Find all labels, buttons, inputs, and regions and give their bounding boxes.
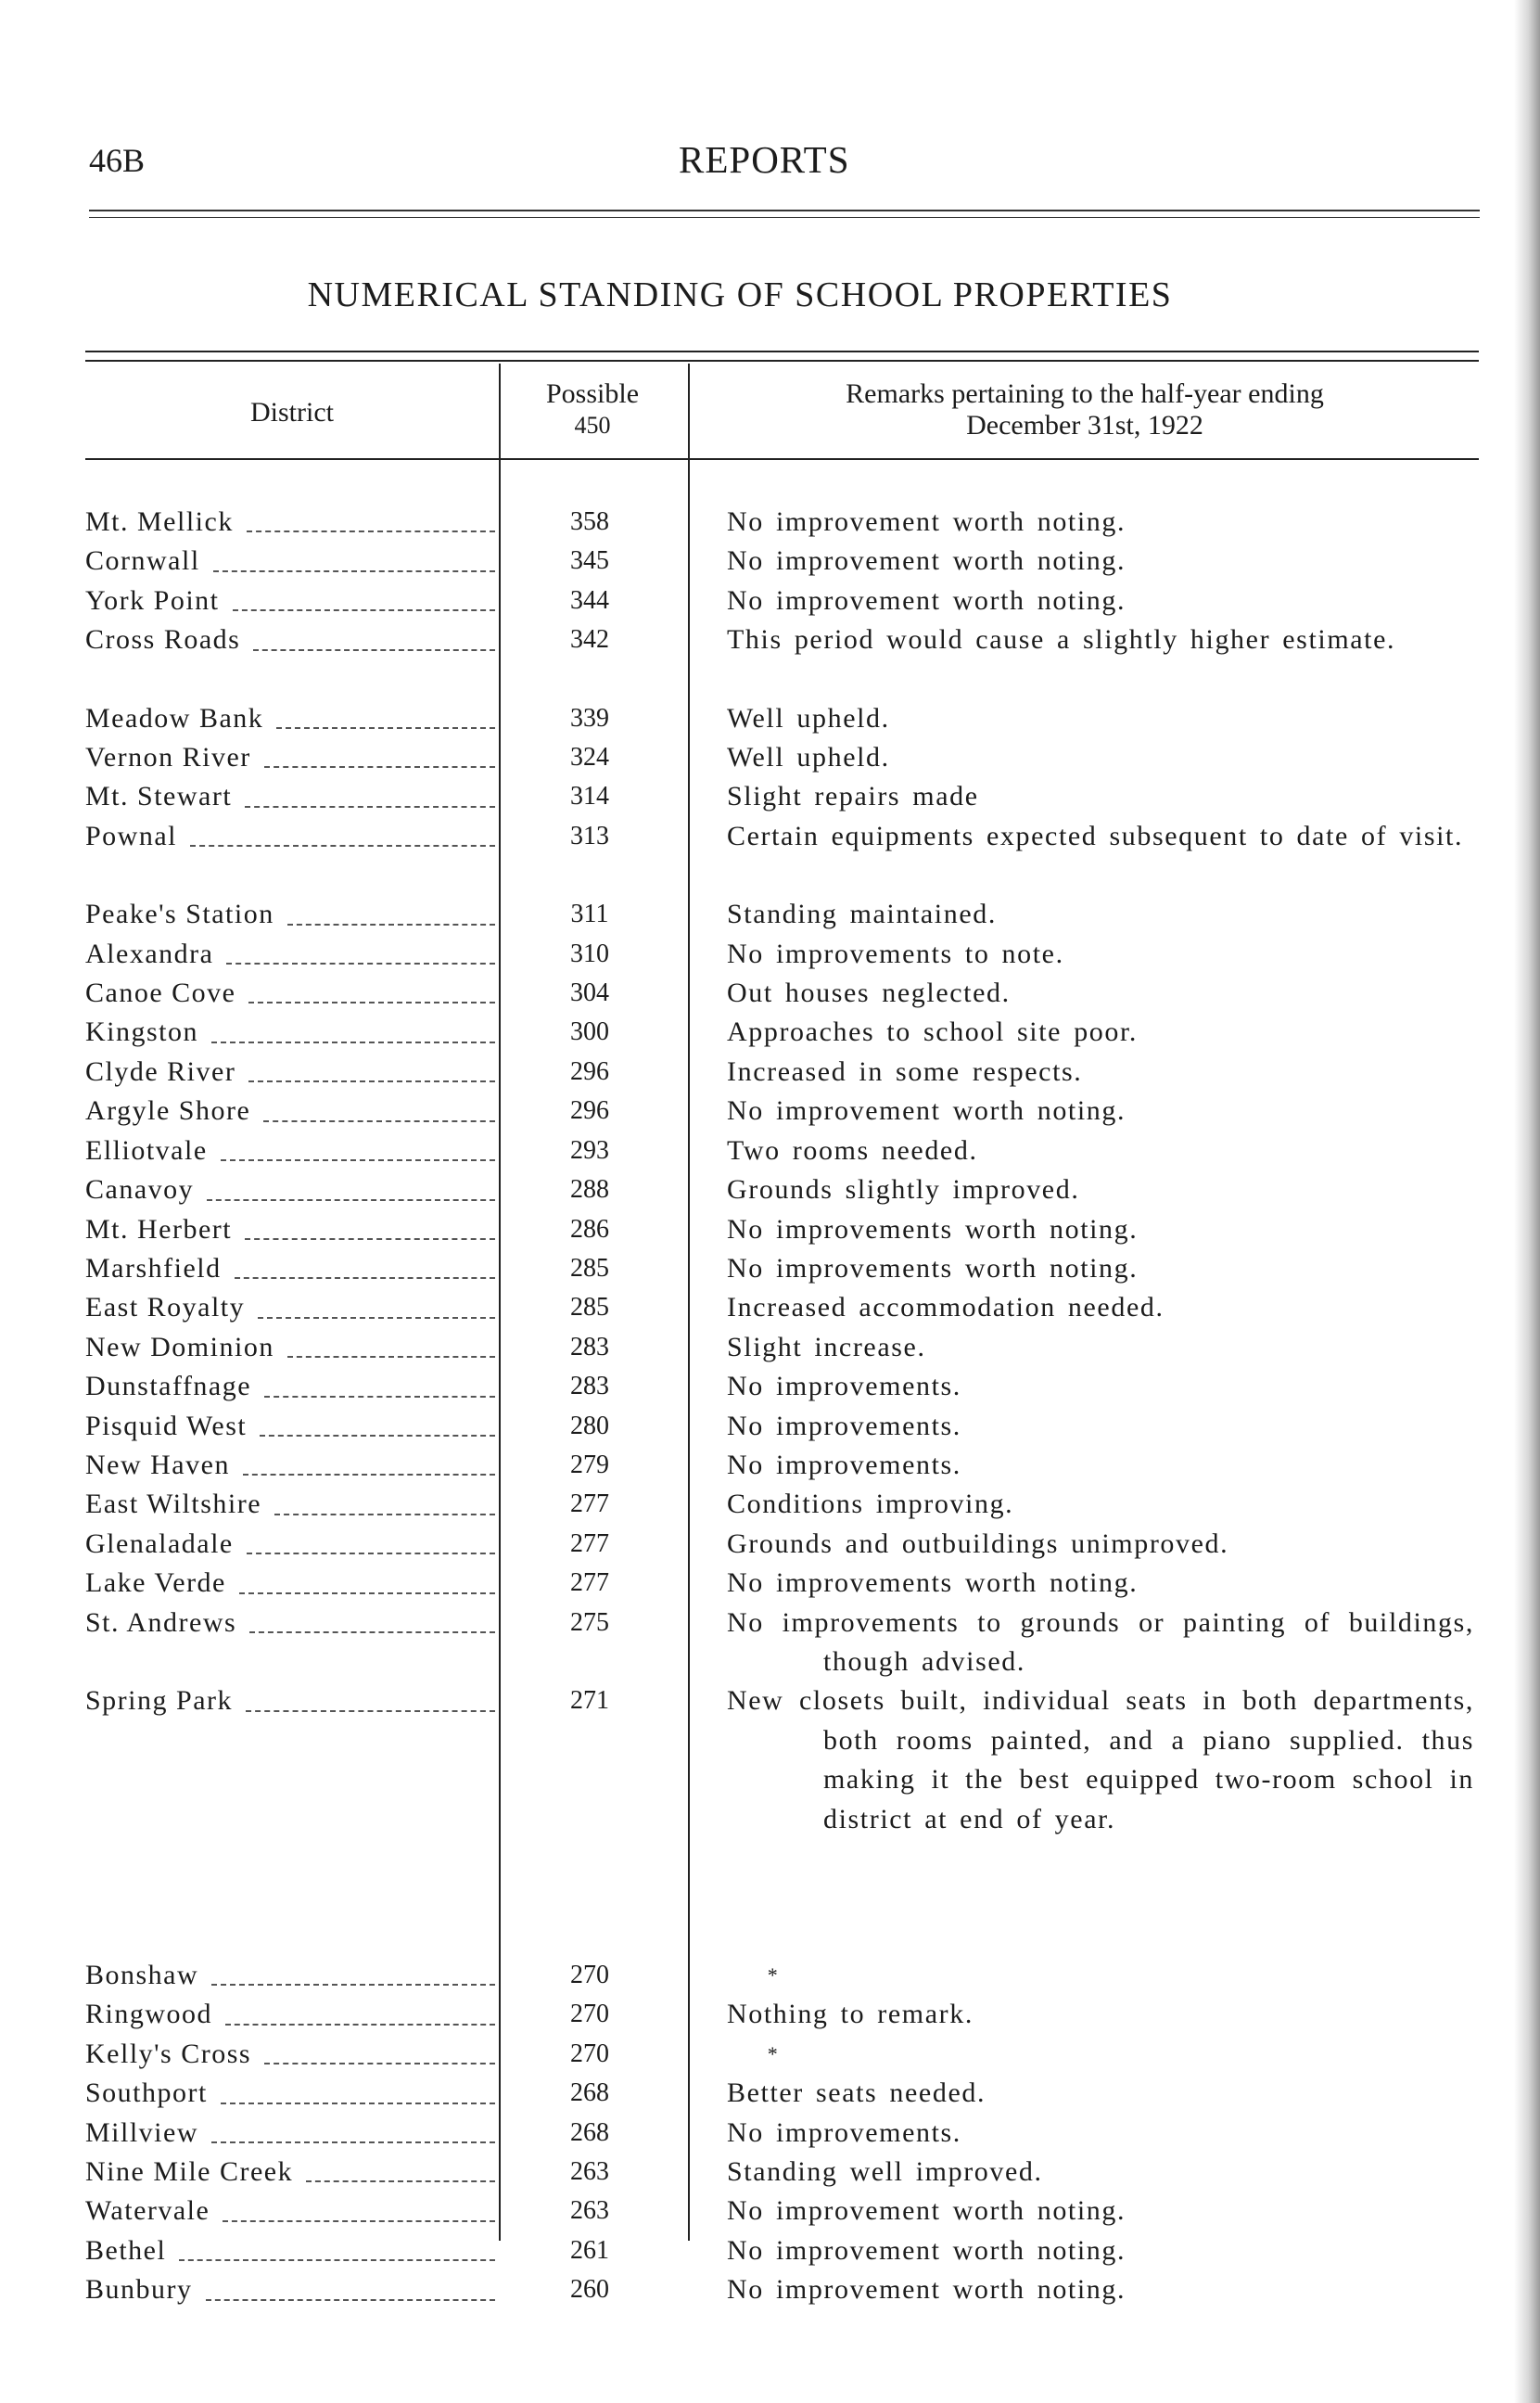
district-cell	[85, 1604, 499, 1642]
district-cell	[85, 1013, 499, 1052]
score-cell: 358	[570, 507, 609, 536]
district-name: Cornwall	[85, 545, 200, 577]
district-name: New Dominion	[85, 1331, 274, 1362]
header-rule-bottom	[89, 217, 1480, 218]
district-cell	[85, 2035, 499, 2074]
district-cell	[85, 2270, 499, 2309]
district-name: Southport	[85, 2077, 208, 2109]
remark-cell: Two rooms needed.	[727, 1134, 978, 1166]
district-cell	[85, 1525, 499, 1564]
dot-leader	[248, 1001, 495, 1003]
remark-cell: Standing well improved.	[727, 2156, 1043, 2188]
district-cell	[85, 1564, 499, 1603]
district-cell	[85, 895, 499, 934]
dot-leader	[247, 1552, 495, 1554]
district-cell	[85, 2114, 499, 2153]
remark-cell: No improvements worth noting.	[727, 1567, 1139, 1599]
row-spacer	[85, 1839, 1483, 1878]
remark-cell: No improvements.	[727, 2116, 961, 2148]
table-row	[85, 2231, 1483, 2270]
dot-leader	[276, 726, 495, 729]
table-row	[85, 2153, 1483, 2192]
table-row	[85, 935, 1483, 974]
table-row	[85, 2114, 1483, 2153]
dot-leader	[253, 648, 495, 651]
district-cell	[85, 1446, 499, 1485]
dot-leader	[226, 962, 495, 965]
dot-leader	[247, 530, 495, 532]
dot-leader	[239, 1591, 495, 1594]
district-name: Meadow Bank	[85, 702, 264, 734]
table-row	[85, 1249, 1483, 1288]
district-name: Watervale	[85, 2195, 210, 2227]
remark-cell: Standing maintained.	[727, 899, 997, 930]
score-cell: 300	[570, 1017, 609, 1047]
remark-cell: Better seats needed.	[727, 2077, 986, 2109]
score-cell: 344	[570, 585, 609, 615]
dot-leader	[211, 2141, 495, 2143]
district-cell	[85, 1328, 499, 1367]
district-cell	[85, 1995, 499, 2034]
dot-leader	[264, 1395, 495, 1398]
district-name: East Wiltshire	[85, 1489, 262, 1520]
district-cell	[85, 1956, 499, 1995]
table-row	[85, 1367, 1483, 1406]
district-name: Kingston	[85, 1016, 199, 1048]
table-row	[85, 895, 1483, 934]
remark-cell: *	[767, 1963, 780, 1987]
remark-cell: No improvement worth noting.	[727, 2274, 1126, 2306]
table-row	[85, 1564, 1483, 1603]
district-cell	[85, 777, 499, 816]
district-name: Bonshaw	[85, 1960, 199, 1990]
remark-cell: Well upheld.	[727, 702, 890, 734]
score-cell: 263	[570, 2157, 609, 2187]
district-cell	[85, 1288, 499, 1327]
table-row	[85, 1288, 1483, 1327]
dot-leader	[206, 2298, 496, 2301]
dot-leader	[287, 1355, 495, 1358]
district-name: York Point	[85, 584, 220, 616]
district-name: Pownal	[85, 820, 177, 851]
district-cell	[85, 582, 499, 620]
school-table-body	[85, 503, 1483, 2310]
district-name: Glenaladale	[85, 1527, 234, 1559]
remark-cell: Slight repairs made	[727, 781, 979, 812]
dot-leader	[260, 1434, 495, 1437]
district-cell	[85, 620, 499, 659]
dot-leader	[223, 2219, 495, 2222]
district-name: Spring Park	[85, 1685, 233, 1717]
score-cell: 275	[570, 1607, 609, 1637]
page-edge-shadow	[1514, 0, 1540, 2403]
score-cell: 286	[570, 1214, 609, 1244]
table-header-rule	[85, 458, 1479, 460]
district-cell	[85, 2074, 499, 2113]
district-name: Millview	[85, 2116, 198, 2148]
dot-leader	[274, 1513, 495, 1515]
district-cell	[85, 699, 499, 738]
district-cell	[85, 1367, 499, 1406]
district-name: Canoe Cove	[85, 978, 236, 1009]
score-cell: 304	[570, 978, 609, 1008]
district-cell	[85, 2153, 499, 2192]
district-cell	[85, 1170, 499, 1209]
district-name: Mt. Stewart	[85, 781, 233, 812]
remark-cell: Approaches to school site poor.	[727, 1016, 1139, 1048]
remark-cell: Certain equipments expected subsequent to date of visit.	[727, 820, 1464, 851]
remark-cell: No improvements worth noting.	[727, 1213, 1139, 1245]
remark-cell: No improvement worth noting.	[727, 2195, 1126, 2227]
table-row	[85, 974, 1483, 1013]
score-cell: 279	[570, 1450, 609, 1479]
dot-leader	[264, 2062, 495, 2064]
score-cell: 271	[570, 1686, 609, 1716]
district-name: Clyde River	[85, 1055, 236, 1087]
score-cell: 277	[570, 1528, 609, 1558]
table-row	[85, 1956, 1483, 1995]
remark-cell: No improvements.	[727, 1449, 961, 1480]
column-header-possible: Possible 450	[545, 378, 640, 439]
score-cell: 283	[570, 1332, 609, 1361]
score-cell: 296	[570, 1056, 609, 1086]
dot-leader	[190, 844, 495, 847]
remark-cell: No improvement worth noting.	[727, 2234, 1126, 2266]
row-spacer	[85, 660, 1483, 699]
table-row	[85, 1604, 1483, 1682]
score-cell: 288	[570, 1175, 609, 1205]
dot-leader	[263, 1119, 495, 1122]
remark-cell: New closets built, individual seats in both departments, both rooms painted, and a piano supplied. thus making it the best equipped two-room school in district at end of year.	[727, 1685, 1474, 1834]
dot-leader	[211, 1983, 495, 1986]
district-name: Cross Roads	[85, 624, 241, 656]
score-cell: 277	[570, 1568, 609, 1598]
score-cell: 268	[570, 2078, 609, 2108]
score-cell: 268	[570, 2117, 609, 2147]
remark-cell: Increased accommodation needed.	[727, 1292, 1165, 1323]
district-name: Canavoy	[85, 1174, 195, 1206]
district-name: Dunstaffnage	[85, 1371, 252, 1402]
table-row	[85, 1681, 1483, 1839]
score-cell: 280	[570, 1411, 609, 1440]
remark-cell: Out houses neglected.	[727, 978, 1011, 1009]
table-top-rule-inner	[85, 360, 1479, 362]
remark-cell: No improvements worth noting.	[727, 1252, 1139, 1284]
page-number: 46B	[89, 142, 146, 179]
district-cell	[85, 542, 499, 581]
dot-leader	[249, 1630, 495, 1633]
remark-cell: No improvements.	[727, 1371, 961, 1402]
table-row	[85, 1013, 1483, 1052]
district-name: Peake's Station	[85, 899, 274, 930]
table-row	[85, 620, 1483, 659]
dot-leader	[264, 765, 495, 768]
district-cell	[85, 1249, 499, 1288]
district-cell	[85, 817, 499, 856]
remark-cell: No improvement worth noting.	[727, 506, 1126, 537]
remark-cell: Well upheld.	[727, 742, 890, 773]
row-spacer	[85, 1878, 1483, 1917]
table-row	[85, 1525, 1483, 1564]
table-row	[85, 582, 1483, 620]
district-name: Alexandra	[85, 938, 214, 969]
district-cell	[85, 1485, 499, 1524]
dot-leader	[246, 1709, 495, 1712]
score-cell: 260	[570, 2275, 609, 2305]
page-title: NUMERICAL STANDING OF SCHOOL PROPERTIES	[307, 275, 1173, 314]
score-cell: 270	[570, 2000, 609, 2029]
dot-leader	[243, 1473, 495, 1476]
district-name: Lake Verde	[85, 1567, 226, 1599]
remark-cell: Slight increase.	[727, 1331, 926, 1362]
score-cell: 313	[570, 821, 609, 850]
dot-leader	[248, 1080, 495, 1082]
table-row	[85, 1131, 1483, 1170]
dot-leader	[245, 1237, 495, 1240]
row-spacer	[85, 856, 1483, 895]
district-name: Ringwood	[85, 1999, 213, 2030]
district-cell	[85, 503, 499, 542]
score-cell: 345	[570, 546, 609, 576]
remark-cell: No improvements to grounds or painting of buildings, though advised.	[727, 1606, 1474, 1677]
district-name: Kelly's Cross	[85, 2038, 252, 2069]
district-cell	[85, 738, 499, 777]
score-cell: 285	[570, 1253, 609, 1283]
table-top-rule	[85, 351, 1479, 352]
district-cell	[85, 1407, 499, 1446]
remark-cell: No improvements to note.	[727, 938, 1064, 969]
score-cell: 277	[570, 1489, 609, 1519]
score-cell: 270	[570, 2039, 609, 2068]
column-header-district: District	[250, 397, 334, 428]
district-name: Vernon River	[85, 742, 251, 773]
dot-leader	[221, 2102, 495, 2104]
dot-leader	[233, 608, 495, 611]
district-name: Mt. Herbert	[85, 1213, 233, 1245]
district-cell	[85, 2231, 499, 2270]
remark-cell: *	[767, 2041, 780, 2065]
table-row	[85, 1995, 1483, 2034]
dot-leader	[213, 569, 495, 572]
district-name: Marshfield	[85, 1252, 222, 1284]
district-cell	[85, 1092, 499, 1131]
dot-leader	[211, 1041, 495, 1043]
table-row	[85, 699, 1483, 738]
header-rule-top	[89, 210, 1480, 211]
table-row	[85, 817, 1483, 856]
table-row	[85, 2074, 1483, 2113]
district-cell	[85, 1131, 499, 1170]
table-row	[85, 542, 1483, 581]
score-cell: 263	[570, 2196, 609, 2226]
table-row	[85, 738, 1483, 777]
score-cell: 324	[570, 743, 609, 773]
running-head: REPORTS	[679, 138, 850, 181]
table-row	[85, 2035, 1483, 2074]
remark-cell: No improvements.	[727, 1410, 961, 1441]
remark-cell: Increased in some respects.	[727, 1055, 1083, 1087]
table-row	[85, 1210, 1483, 1249]
score-cell: 283	[570, 1372, 609, 1401]
district-name: Mt. Mellick	[85, 506, 234, 537]
district-name: Nine Mile Creek	[85, 2156, 294, 2188]
table-row	[85, 777, 1483, 816]
district-name: Pisquid West	[85, 1410, 248, 1441]
table-row	[85, 1170, 1483, 1209]
score-cell: 296	[570, 1096, 609, 1126]
score-cell: 314	[570, 782, 609, 812]
table-row	[85, 1053, 1483, 1092]
table-row	[85, 1407, 1483, 1446]
remark-cell: No improvement worth noting.	[727, 1095, 1126, 1127]
remark-cell: No improvement worth noting.	[727, 545, 1126, 577]
dot-leader	[287, 923, 495, 926]
score-cell: 293	[570, 1135, 609, 1165]
district-name: Bunbury	[85, 2274, 193, 2306]
score-cell: 261	[570, 2235, 609, 2265]
remark-cell: Nothing to remark.	[727, 1999, 974, 2030]
score-cell: 310	[570, 939, 609, 968]
district-name: Argyle Shore	[85, 1095, 251, 1127]
table-row	[85, 503, 1483, 542]
district-name: St. Andrews	[85, 1606, 237, 1638]
score-cell: 270	[570, 1961, 609, 1989]
district-name: Elliotvale	[85, 1134, 208, 1166]
district-name: Bethel	[85, 2234, 167, 2266]
district-cell	[85, 1681, 499, 1720]
district-name: East Royalty	[85, 1292, 246, 1323]
district-cell	[85, 1053, 499, 1092]
remark-cell: Grounds slightly improved.	[727, 1174, 1080, 1206]
dot-leader	[179, 2258, 495, 2261]
score-cell: 311	[570, 900, 609, 929]
dot-leader	[306, 2179, 495, 2182]
table-row	[85, 2270, 1483, 2309]
dot-leader	[245, 805, 495, 808]
dot-leader	[207, 1198, 495, 1201]
remark-cell: Conditions improving.	[727, 1489, 1014, 1520]
district-cell	[85, 1210, 499, 1249]
dot-leader	[235, 1276, 495, 1279]
table-row	[85, 1092, 1483, 1131]
remark-cell: This period would cause a slightly higher estimate.	[727, 624, 1396, 656]
row-spacer	[85, 1917, 1483, 1956]
dot-leader	[258, 1316, 495, 1319]
district-name: New Haven	[85, 1449, 230, 1480]
table-row	[85, 2192, 1483, 2230]
dot-leader	[221, 1158, 495, 1161]
table-row	[85, 1328, 1483, 1367]
table-row	[85, 1485, 1483, 1524]
dot-leader	[225, 2023, 495, 2026]
score-cell: 285	[570, 1293, 609, 1323]
table-row	[85, 1446, 1483, 1485]
score-cell: 342	[570, 625, 609, 655]
district-cell	[85, 935, 499, 974]
score-cell: 339	[570, 703, 609, 733]
remark-cell: Grounds and outbuildings unimproved.	[727, 1527, 1229, 1559]
column-header-remarks: Remarks pertaining to the half-year ending December 31st, 1922	[846, 378, 1324, 441]
remark-cell: No improvement worth noting.	[727, 584, 1126, 616]
district-cell	[85, 2192, 499, 2230]
district-cell	[85, 974, 499, 1013]
